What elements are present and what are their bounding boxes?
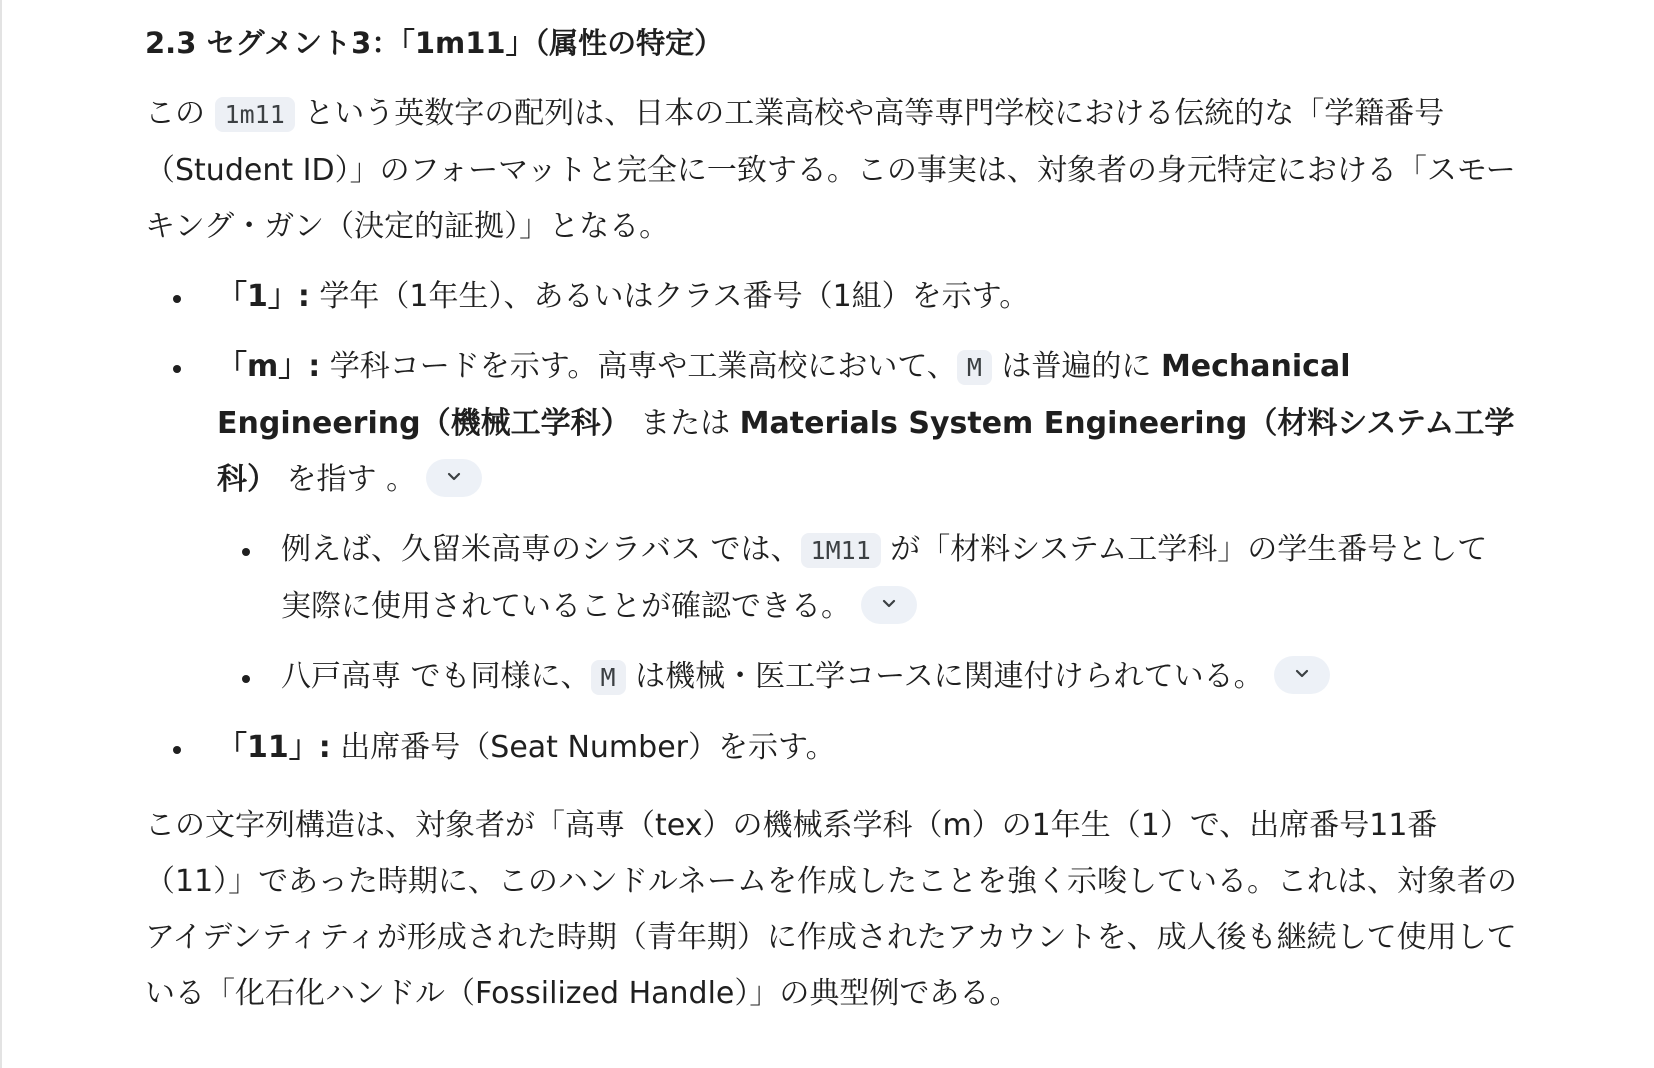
inline-code-m-2: M xyxy=(591,660,626,695)
sub-bullet-hachinohe-text-2: は機械・医工学コースに関連付けられている。 xyxy=(625,659,1264,694)
chevron-down-icon xyxy=(446,471,462,483)
bullet-seat-number-text: 出席番号（Seat Number）を示す。 xyxy=(330,730,836,765)
bullet-seat-number xyxy=(145,720,1517,776)
source-toggle-button[interactable] xyxy=(1274,656,1330,694)
intro-paragraph xyxy=(145,86,1517,255)
intro-text-1: この xyxy=(145,96,215,131)
bullet-department-text-2: は普遍的に xyxy=(991,349,1161,384)
bullet-department-text-3: または xyxy=(630,406,740,441)
conclusion-paragraph: この文字列構造は、対象者が「高専（tex）の機械系学科（m）の1年生（1）で、出席番号11番（11）」であった時期に、このハンドルネームを作成したことを強く示唆している。これは、対象者のアイデンティティが形成された時期（青年期）に作成されたアカウントを、成人後も継続して使用している「化石化ハンドル（Fossilized Handle）」の典型例である。 xyxy=(145,808,1517,1011)
intro-text-2: という英数字の配列は、日本の工業高校や高等専門学校における伝統的な「学籍番号（Student ID）」のフォーマットと完全に一致する。この事実は、対象者の身元特定における「スモーキング・ガン（決定的証拠）」となる。 xyxy=(145,96,1516,244)
source-toggle-button[interactable] xyxy=(861,586,917,624)
term-materials-system-engineering: Materials System Engineering（材料システム工学科） xyxy=(217,406,1515,497)
sub-bullet-hachinohe-text-1: 八戸高専 でも同様に、 xyxy=(281,659,591,694)
bullet-year-label: 「1」: xyxy=(217,279,310,314)
sub-bullet-kurume-text-1: 例えば、久留米高専のシラバス では、 xyxy=(281,532,801,567)
inline-code-m: M xyxy=(957,350,992,385)
department-sub-list xyxy=(217,522,1517,706)
bullet-year xyxy=(145,269,1517,325)
bullet-department-text-4: を指す 。 xyxy=(277,462,417,497)
bullet-department-label: 「m」: xyxy=(217,349,321,384)
chevron-down-icon xyxy=(1294,668,1310,680)
bullet-department-text-1: 学科コードを示す。高専や工業高校において、 xyxy=(320,349,957,384)
segment-bullet-list xyxy=(145,269,1517,776)
term-mechanical-engineering: Mechanical Engineering（機械工学科） xyxy=(217,349,1351,441)
source-toggle-button[interactable] xyxy=(426,459,482,497)
sub-bullet-kurume xyxy=(217,522,1517,635)
inline-code-1m11: 1m11 xyxy=(215,97,295,132)
bullet-year-text: 学年（1年生）、あるいはクラス番号（1組）を示す。 xyxy=(309,279,1030,314)
sub-bullet-kurume-text-2: が「材料システム工学科」の学生番号として実際に使用されていることが確認できる。 xyxy=(281,532,1488,624)
document-content xyxy=(145,18,1517,1022)
section-heading: 2.3 セグメント3：「1m11」（属性の特定） xyxy=(145,26,724,60)
bullet-seat-number-label: 「11」: xyxy=(217,730,331,765)
inline-code-1M11: 1M11 xyxy=(801,533,881,568)
bullet-department xyxy=(145,339,1517,706)
chevron-down-icon xyxy=(881,598,897,610)
left-border xyxy=(0,0,2,1068)
sub-bullet-hachinohe xyxy=(217,649,1517,706)
